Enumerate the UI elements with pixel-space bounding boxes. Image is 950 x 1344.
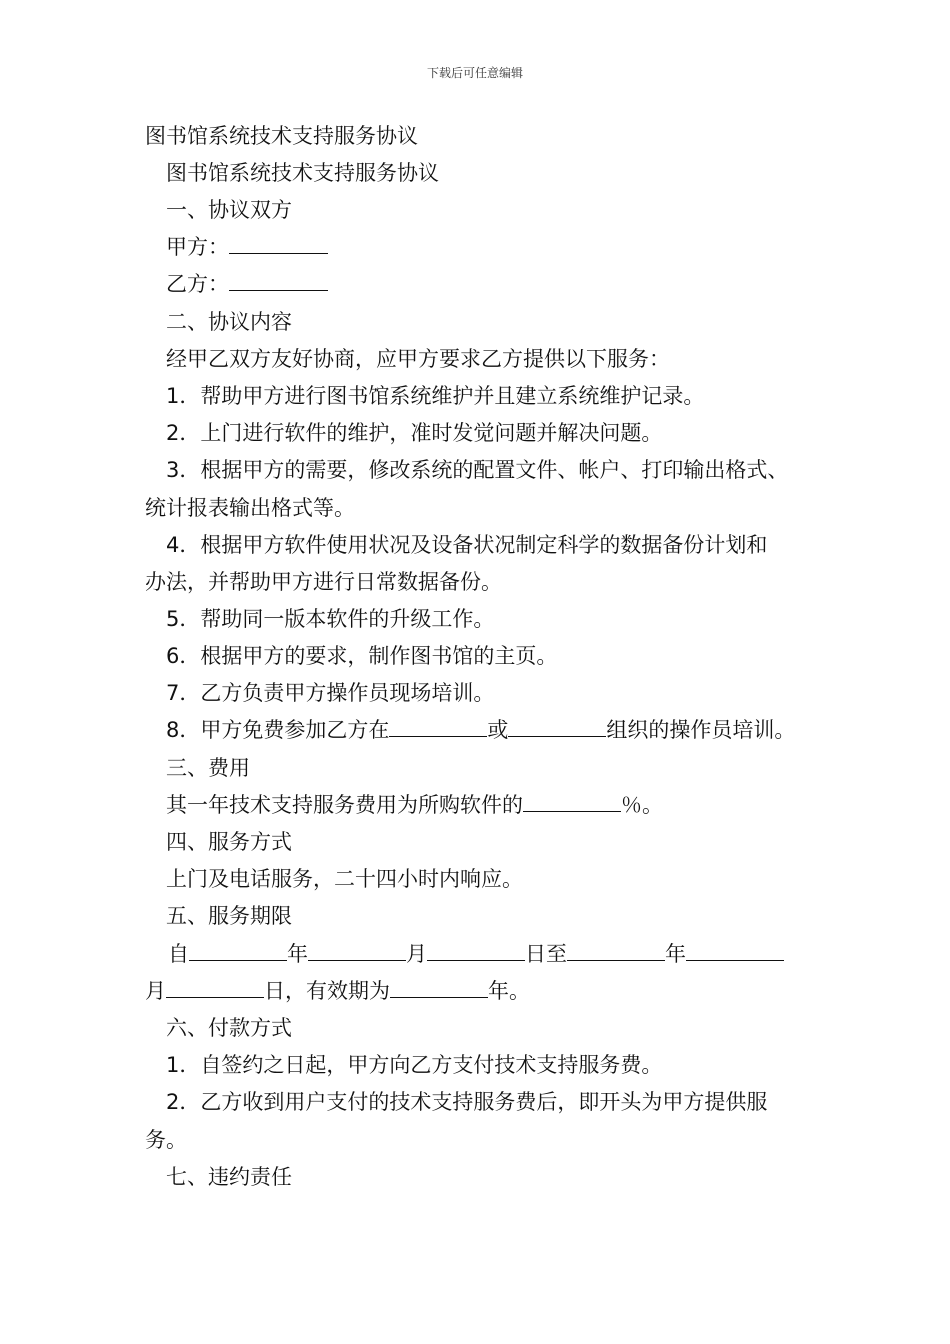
- service-item-2: 2．上门进行软件的维护，准时发觉问题并解决问题。: [166, 421, 663, 445]
- service-item-3: 3．根据甲方的需要，修改系统的配置文件、帐户、打印输出格式、: [166, 458, 789, 482]
- page-header: 下载后可任意编辑: [426, 66, 523, 80]
- payment-item-1: 1．自签约之日起，甲方向乙方支付技术支持服务费。: [166, 1053, 663, 1077]
- end-day-blank: [166, 977, 264, 998]
- section-heading-liability: 七、违约责任: [166, 1165, 292, 1189]
- fee-text-pre: 其一年技术支持服务费用为所购软件的: [166, 793, 523, 817]
- term-from: 自: [168, 942, 189, 966]
- start-year-blank: [189, 940, 287, 961]
- section-heading-service-mode: 四、服务方式: [166, 830, 292, 854]
- service-item-6: 6．根据甲方的要求，制作图书馆的主页。: [166, 644, 558, 668]
- term-month-1: 月: [406, 942, 427, 966]
- section-heading-fee: 三、费用: [166, 756, 250, 780]
- party-a-line: [166, 233, 328, 261]
- term-year-2: 年: [665, 942, 686, 966]
- service-item-8: [166, 716, 795, 744]
- party-b-line: [166, 270, 328, 298]
- content-intro: 经甲乙双方友好协商，应甲方要求乙方提供以下服务：: [166, 347, 670, 371]
- term-year-1: 年: [287, 942, 308, 966]
- end-year-blank: [567, 940, 665, 961]
- fee-percent-blank: [523, 791, 621, 812]
- item-8-pre: 8．甲方免费参加乙方在: [166, 718, 390, 742]
- section-heading-payment: 六、付款方式: [166, 1016, 292, 1040]
- document-title: 图书馆系统技术支持服务协议: [145, 124, 418, 148]
- payment-item-2-cont: 务。: [145, 1128, 187, 1152]
- item-8-mid: 或: [487, 718, 509, 742]
- party-a-label: 甲方：: [166, 235, 229, 259]
- service-item-7: 7．乙方负责甲方操作员现场培训。: [166, 681, 495, 705]
- document-subtitle: 图书馆系统技术支持服务协议: [166, 161, 439, 185]
- training-place-blank-2: [508, 716, 606, 737]
- party-a-blank: [229, 233, 328, 254]
- section-heading-content: 二、协议内容: [166, 310, 292, 334]
- start-month-blank: [308, 940, 406, 961]
- service-item-4: 4．根据甲方软件使用状况及设备状况制定科学的数据备份计划和: [166, 533, 768, 557]
- term-year-end: 年。: [488, 979, 530, 1003]
- section-heading-parties: 一、协议双方: [166, 198, 292, 222]
- term-line-2: [145, 977, 530, 1005]
- service-item-1: 1．帮助甲方进行图书馆系统维护并且建立系统维护记录。: [166, 384, 705, 408]
- section-heading-term: 五、服务期限: [166, 904, 292, 928]
- term-day-to: 日至: [525, 942, 567, 966]
- service-mode-text: 上门及电话服务，二十四小时内响应。: [166, 867, 523, 891]
- end-month-blank: [686, 940, 784, 961]
- start-day-blank: [427, 940, 525, 961]
- valid-years-blank: [390, 977, 488, 998]
- service-item-4-cont: 办法，并帮助甲方进行日常数据备份。: [145, 570, 502, 594]
- service-item-5: 5．帮助同一版本软件的升级工作。: [166, 607, 495, 631]
- party-b-label: 乙方：: [166, 272, 229, 296]
- fee-text-post: ％。: [621, 793, 663, 817]
- service-item-3-cont: 统计报表输出格式等。: [145, 496, 355, 520]
- item-8-post: 组织的操作员培训。: [606, 718, 796, 742]
- fee-text: [166, 791, 663, 819]
- party-b-blank: [229, 270, 328, 291]
- term-day-valid: 日，有效期为: [264, 979, 390, 1003]
- term-month-2: 月: [145, 979, 166, 1003]
- term-line-1: [168, 940, 784, 968]
- training-place-blank-1: [389, 716, 487, 737]
- payment-item-2: 2．乙方收到用户支付的技术支持服务费后，即开头为甲方提供服: [166, 1090, 768, 1114]
